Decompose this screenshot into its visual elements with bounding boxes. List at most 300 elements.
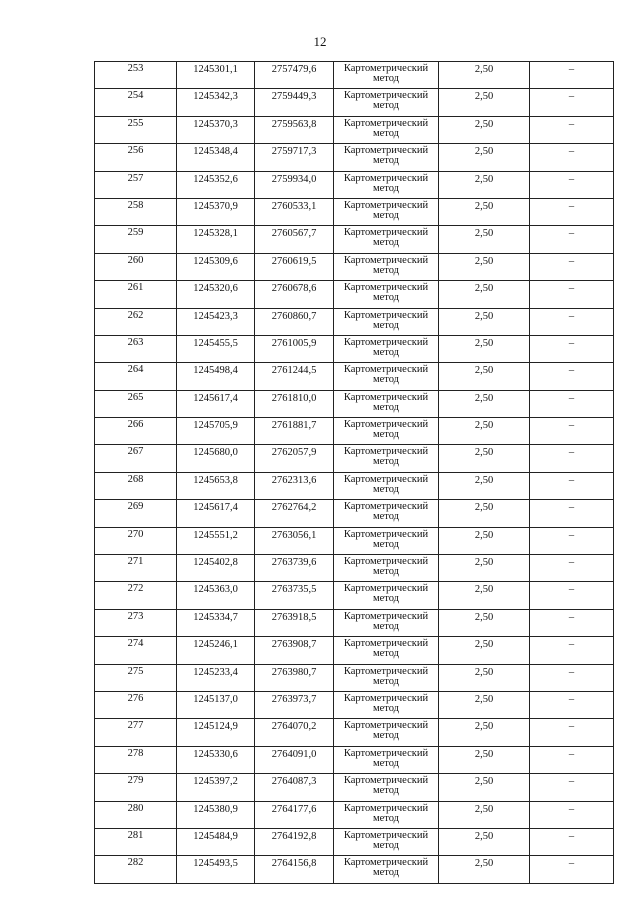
y-coordinate-cell — [255, 198, 334, 225]
table-row — [95, 637, 614, 664]
point-number-text: 254 — [127, 90, 144, 102]
point-number-cell — [95, 555, 177, 582]
method-text: Картометрический метод — [343, 528, 429, 550]
method-cell — [334, 472, 439, 499]
y-coordinate-cell — [255, 89, 334, 116]
point-number-text: 275 — [127, 665, 144, 677]
method-text: Картометрический метод — [343, 775, 429, 797]
point-number-cell — [95, 719, 177, 746]
method-cell — [334, 62, 439, 89]
accuracy-text: 2,50 — [474, 721, 494, 733]
method-text: Картометрический метод — [343, 90, 429, 112]
x-coordinate-cell — [177, 500, 255, 527]
y-coordinate-text: 2760678,6 — [271, 283, 317, 295]
accuracy-text: 2,50 — [474, 803, 494, 815]
table-row — [95, 171, 614, 198]
method-text: Картометрический метод — [343, 364, 429, 386]
x-coordinate-cell — [177, 609, 255, 636]
note-cell — [530, 582, 614, 609]
note-cell — [530, 335, 614, 362]
method-cell — [334, 253, 439, 280]
accuracy-text: 2,50 — [474, 639, 494, 651]
method-text: Картометрический метод — [343, 665, 429, 687]
method-text: Картометрический метод — [343, 802, 429, 824]
table-row — [95, 116, 614, 143]
y-coordinate-text: 2759563,8 — [271, 118, 317, 130]
note-text: – — [568, 228, 575, 240]
table-row — [95, 363, 614, 390]
y-coordinate-text: 2761005,9 — [271, 337, 317, 349]
y-coordinate-text: 2763739,6 — [271, 557, 317, 569]
table-row — [95, 828, 614, 855]
point-number-text: 265 — [127, 391, 144, 403]
table-row — [95, 527, 614, 554]
note-text: – — [568, 64, 575, 75]
accuracy-cell — [439, 363, 530, 390]
x-coordinate-text: 1245363,0 — [193, 584, 238, 596]
point-number-text: 268 — [127, 473, 144, 485]
note-cell — [530, 418, 614, 445]
note-cell — [530, 144, 614, 171]
point-number-cell — [95, 62, 177, 89]
note-cell — [530, 89, 614, 116]
point-number-text: 262 — [127, 309, 144, 321]
accuracy-cell — [439, 116, 530, 143]
note-text: – — [568, 337, 575, 349]
x-coordinate-text: 1245551,2 — [193, 529, 238, 541]
note-cell — [530, 253, 614, 280]
accuracy-text: 2,50 — [474, 557, 494, 569]
x-coordinate-cell — [177, 171, 255, 198]
table-row — [95, 62, 614, 89]
method-cell — [334, 390, 439, 417]
note-text: – — [568, 474, 575, 486]
note-text: – — [568, 830, 575, 842]
point-number-text: 256 — [127, 145, 144, 157]
accuracy-cell — [439, 609, 530, 636]
y-coordinate-text: 2759717,3 — [271, 146, 317, 158]
y-coordinate-text: 2760567,7 — [271, 228, 317, 240]
point-number-text: 258 — [127, 199, 144, 211]
method-cell — [334, 89, 439, 116]
note-text: – — [568, 200, 575, 212]
x-coordinate-cell — [177, 253, 255, 280]
x-coordinate-cell — [177, 746, 255, 773]
table-row — [95, 390, 614, 417]
x-coordinate-text: 1245680,0 — [193, 447, 238, 459]
x-coordinate-cell — [177, 62, 255, 89]
note-cell — [530, 472, 614, 499]
note-text: – — [568, 173, 575, 185]
table-row — [95, 226, 614, 253]
note-cell — [530, 308, 614, 335]
point-number-text: 273 — [127, 610, 144, 622]
y-coordinate-text: 2759449,3 — [271, 91, 317, 103]
x-coordinate-text: 1245137,0 — [193, 693, 238, 705]
y-coordinate-text: 2761244,5 — [271, 365, 317, 377]
point-number-text: 282 — [127, 857, 144, 869]
note-cell — [530, 555, 614, 582]
method-cell — [334, 801, 439, 828]
x-coordinate-text: 1245380,9 — [193, 803, 238, 815]
x-coordinate-text: 1245301,1 — [193, 64, 238, 75]
point-number-cell — [95, 390, 177, 417]
note-text: – — [568, 118, 575, 130]
x-coordinate-cell — [177, 691, 255, 718]
accuracy-cell — [439, 746, 530, 773]
y-coordinate-cell — [255, 609, 334, 636]
point-number-cell — [95, 500, 177, 527]
y-coordinate-cell — [255, 691, 334, 718]
x-coordinate-text: 1245370,3 — [193, 118, 238, 130]
point-number-cell — [95, 281, 177, 308]
y-coordinate-cell — [255, 308, 334, 335]
x-coordinate-text: 1245705,9 — [193, 420, 238, 432]
note-text: – — [568, 721, 575, 733]
accuracy-cell — [439, 89, 530, 116]
table-row — [95, 445, 614, 472]
method-cell — [334, 609, 439, 636]
table-row — [95, 691, 614, 718]
point-number-cell — [95, 774, 177, 801]
x-coordinate-text: 1245233,4 — [193, 666, 238, 678]
accuracy-cell — [439, 144, 530, 171]
point-number-cell — [95, 527, 177, 554]
y-coordinate-text: 2764070,2 — [271, 721, 317, 733]
accuracy-text: 2,50 — [474, 91, 494, 103]
accuracy-cell — [439, 281, 530, 308]
method-cell — [334, 226, 439, 253]
accuracy-text: 2,50 — [474, 584, 494, 596]
x-coordinate-cell — [177, 637, 255, 664]
y-coordinate-cell — [255, 828, 334, 855]
method-text: Картометрический метод — [343, 117, 429, 139]
accuracy-cell — [439, 637, 530, 664]
accuracy-text: 2,50 — [474, 173, 494, 185]
y-coordinate-cell — [255, 637, 334, 664]
x-coordinate-cell — [177, 774, 255, 801]
x-coordinate-text: 1245330,6 — [193, 748, 238, 760]
y-coordinate-text: 2762057,9 — [271, 447, 317, 459]
y-coordinate-cell — [255, 746, 334, 773]
point-number-cell — [95, 253, 177, 280]
x-coordinate-text: 1245370,9 — [193, 200, 238, 212]
x-coordinate-cell — [177, 335, 255, 362]
accuracy-cell — [439, 828, 530, 855]
note-cell — [530, 171, 614, 198]
x-coordinate-cell — [177, 308, 255, 335]
note-text: – — [568, 858, 575, 870]
accuracy-cell — [439, 226, 530, 253]
accuracy-text: 2,50 — [474, 228, 494, 240]
accuracy-cell — [439, 308, 530, 335]
note-text: – — [568, 639, 575, 651]
x-coordinate-cell — [177, 527, 255, 554]
note-cell — [530, 226, 614, 253]
y-coordinate-text: 2763973,7 — [271, 693, 317, 705]
y-coordinate-cell — [255, 500, 334, 527]
table-row — [95, 308, 614, 335]
method-cell — [334, 281, 439, 308]
note-cell — [530, 664, 614, 691]
x-coordinate-text: 1245352,6 — [193, 173, 238, 185]
method-cell — [334, 637, 439, 664]
point-number-text: 272 — [127, 583, 144, 595]
note-cell — [530, 609, 614, 636]
x-coordinate-cell — [177, 226, 255, 253]
method-text: Картометрический метод — [343, 63, 429, 84]
y-coordinate-text: 2757479,6 — [271, 64, 317, 75]
method-text: Картометрический метод — [343, 583, 429, 605]
method-text: Картометрический метод — [343, 747, 429, 769]
accuracy-cell — [439, 335, 530, 362]
note-text: – — [568, 447, 575, 459]
point-number-text: 266 — [127, 419, 144, 431]
point-number-cell — [95, 308, 177, 335]
y-coordinate-cell — [255, 62, 334, 89]
note-cell — [530, 527, 614, 554]
note-cell — [530, 719, 614, 746]
coordinates-table — [94, 61, 614, 884]
table-row — [95, 664, 614, 691]
method-text: Картометрический метод — [343, 638, 429, 660]
table-row — [95, 801, 614, 828]
x-coordinate-text: 1245397,2 — [193, 776, 238, 788]
accuracy-text: 2,50 — [474, 474, 494, 486]
point-number-cell — [95, 856, 177, 883]
accuracy-text: 2,50 — [474, 420, 494, 432]
accuracy-text: 2,50 — [474, 337, 494, 349]
table-row — [95, 253, 614, 280]
x-coordinate-cell — [177, 281, 255, 308]
point-number-text: 264 — [127, 364, 144, 376]
method-cell — [334, 171, 439, 198]
method-cell — [334, 828, 439, 855]
y-coordinate-cell — [255, 774, 334, 801]
point-number-text: 279 — [127, 775, 144, 787]
method-text: Картометрический метод — [343, 446, 429, 468]
accuracy-text: 2,50 — [474, 858, 494, 870]
method-text: Картометрический метод — [343, 282, 429, 304]
accuracy-text: 2,50 — [474, 447, 494, 459]
x-coordinate-text: 1245484,9 — [193, 830, 238, 842]
point-number-cell — [95, 609, 177, 636]
accuracy-cell — [439, 390, 530, 417]
note-cell — [530, 363, 614, 390]
x-coordinate-cell — [177, 445, 255, 472]
method-cell — [334, 500, 439, 527]
method-text: Картометрический метод — [343, 692, 429, 714]
accuracy-text: 2,50 — [474, 365, 494, 377]
method-cell — [334, 582, 439, 609]
x-coordinate-cell — [177, 390, 255, 417]
method-text: Картометрический метод — [343, 145, 429, 167]
y-coordinate-cell — [255, 555, 334, 582]
note-text: – — [568, 392, 575, 404]
note-text: – — [568, 420, 575, 432]
method-text: Картометрический метод — [343, 720, 429, 742]
point-number-cell — [95, 637, 177, 664]
table-row — [95, 500, 614, 527]
note-text: – — [568, 557, 575, 569]
y-coordinate-cell — [255, 445, 334, 472]
y-coordinate-cell — [255, 253, 334, 280]
method-text: Картометрический метод — [343, 419, 429, 441]
point-number-text: 261 — [127, 282, 144, 294]
x-coordinate-text: 1245348,4 — [193, 146, 238, 158]
y-coordinate-cell — [255, 801, 334, 828]
point-number-cell — [95, 801, 177, 828]
method-cell — [334, 527, 439, 554]
method-text: Картометрический метод — [343, 254, 429, 276]
table-row — [95, 418, 614, 445]
accuracy-cell — [439, 418, 530, 445]
y-coordinate-cell — [255, 226, 334, 253]
accuracy-text: 2,50 — [474, 666, 494, 678]
point-number-text: 274 — [127, 638, 144, 650]
method-text: Картометрический метод — [343, 172, 429, 194]
x-coordinate-cell — [177, 198, 255, 225]
note-text: – — [568, 255, 575, 267]
point-number-cell — [95, 116, 177, 143]
point-number-cell — [95, 582, 177, 609]
point-number-cell — [95, 171, 177, 198]
table-body — [95, 62, 614, 884]
y-coordinate-cell — [255, 363, 334, 390]
table-row — [95, 774, 614, 801]
note-text: – — [568, 584, 575, 596]
accuracy-text: 2,50 — [474, 283, 494, 295]
method-text: Картометрический метод — [343, 501, 429, 523]
x-coordinate-cell — [177, 582, 255, 609]
accuracy-cell — [439, 527, 530, 554]
accuracy-cell — [439, 582, 530, 609]
note-cell — [530, 637, 614, 664]
note-cell — [530, 445, 614, 472]
x-coordinate-cell — [177, 719, 255, 746]
method-text: Картометрический метод — [343, 857, 429, 879]
note-cell — [530, 746, 614, 773]
point-number-cell — [95, 691, 177, 718]
point-number-text: 253 — [127, 63, 144, 74]
point-number-cell — [95, 472, 177, 499]
note-text: – — [568, 693, 575, 705]
method-text: Картометрический метод — [343, 199, 429, 221]
accuracy-text: 2,50 — [474, 118, 494, 130]
x-coordinate-cell — [177, 664, 255, 691]
accuracy-text: 2,50 — [474, 310, 494, 322]
method-text: Картометрический метод — [343, 391, 429, 413]
table-row — [95, 746, 614, 773]
y-coordinate-text: 2763918,5 — [271, 611, 317, 623]
x-coordinate-text: 1245455,5 — [193, 337, 238, 349]
x-coordinate-cell — [177, 555, 255, 582]
point-number-cell — [95, 198, 177, 225]
method-text: Картометрический метод — [343, 829, 429, 851]
point-number-text: 278 — [127, 747, 144, 759]
x-coordinate-text: 1245309,6 — [193, 255, 238, 267]
y-coordinate-text: 2761881,7 — [271, 420, 317, 432]
method-text: Картометрический метод — [343, 227, 429, 249]
y-coordinate-text: 2763908,7 — [271, 639, 317, 651]
accuracy-text: 2,50 — [474, 748, 494, 760]
y-coordinate-cell — [255, 472, 334, 499]
x-coordinate-text: 1245334,7 — [193, 611, 238, 623]
x-coordinate-text: 1245342,3 — [193, 91, 238, 103]
note-cell — [530, 198, 614, 225]
table-row — [95, 281, 614, 308]
x-coordinate-cell — [177, 116, 255, 143]
method-cell — [334, 555, 439, 582]
x-coordinate-cell — [177, 828, 255, 855]
point-number-text: 277 — [127, 720, 144, 732]
note-text: – — [568, 365, 575, 377]
point-number-text: 271 — [127, 556, 144, 568]
method-cell — [334, 719, 439, 746]
point-number-text: 260 — [127, 254, 144, 266]
y-coordinate-cell — [255, 582, 334, 609]
y-coordinate-text: 2763056,1 — [271, 529, 317, 541]
x-coordinate-cell — [177, 89, 255, 116]
point-number-text: 270 — [127, 528, 144, 540]
accuracy-text: 2,50 — [474, 255, 494, 267]
y-coordinate-cell — [255, 281, 334, 308]
point-number-text: 281 — [127, 829, 144, 841]
y-coordinate-text: 2764087,3 — [271, 776, 317, 788]
method-cell — [334, 418, 439, 445]
method-cell — [334, 746, 439, 773]
accuracy-text: 2,50 — [474, 529, 494, 541]
accuracy-cell — [439, 691, 530, 718]
table-row — [95, 472, 614, 499]
accuracy-text: 2,50 — [474, 392, 494, 404]
accuracy-text: 2,50 — [474, 502, 494, 514]
accuracy-cell — [439, 253, 530, 280]
table-row — [95, 582, 614, 609]
y-coordinate-text: 2762313,6 — [271, 474, 317, 486]
note-text: – — [568, 803, 575, 815]
x-coordinate-cell — [177, 472, 255, 499]
x-coordinate-text: 1245402,8 — [193, 557, 238, 569]
accuracy-text: 2,50 — [474, 693, 494, 705]
point-number-cell — [95, 363, 177, 390]
note-text: – — [568, 283, 575, 295]
accuracy-cell — [439, 472, 530, 499]
note-cell — [530, 774, 614, 801]
note-cell — [530, 856, 614, 883]
method-cell — [334, 198, 439, 225]
point-number-text: 280 — [127, 802, 144, 814]
y-coordinate-text: 2763980,7 — [271, 666, 317, 678]
accuracy-text: 2,50 — [474, 146, 494, 158]
x-coordinate-text: 1245617,4 — [193, 392, 238, 404]
table-row — [95, 856, 614, 883]
accuracy-cell — [439, 555, 530, 582]
x-coordinate-text: 1245493,5 — [193, 858, 238, 870]
method-cell — [334, 308, 439, 335]
x-coordinate-text: 1245320,6 — [193, 283, 238, 295]
x-coordinate-cell — [177, 144, 255, 171]
y-coordinate-cell — [255, 390, 334, 417]
note-cell — [530, 62, 614, 89]
note-text: – — [568, 502, 575, 514]
point-number-text: 263 — [127, 336, 144, 348]
accuracy-cell — [439, 856, 530, 883]
point-number-cell — [95, 828, 177, 855]
note-text: – — [568, 146, 575, 158]
x-coordinate-text: 1245498,4 — [193, 365, 238, 377]
x-coordinate-text: 1245124,9 — [193, 721, 238, 733]
